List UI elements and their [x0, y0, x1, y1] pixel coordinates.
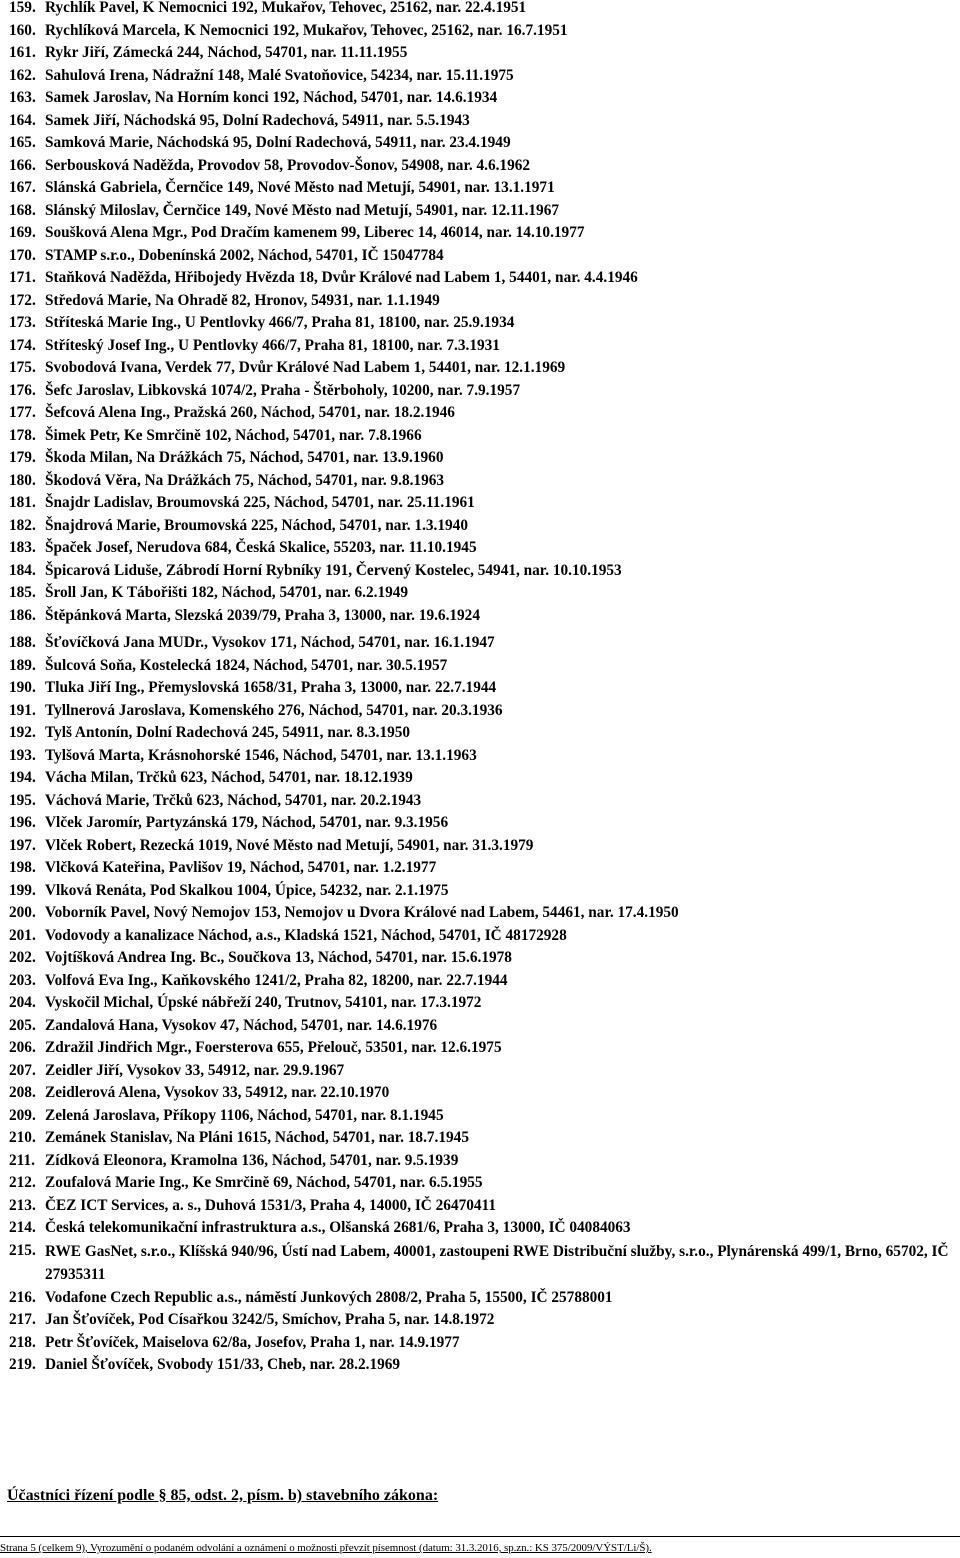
item-number: 191. — [9, 701, 36, 719]
item-number: 213. — [9, 1196, 36, 1214]
item-text: Zídková Eleonora, Kramolna 136, Náchod, 54701, nar. 9.5.1939 — [45, 1151, 459, 1169]
list-item — [0, 655, 960, 678]
item-number: 204. — [9, 994, 36, 1011]
item-number: 188. — [9, 634, 36, 651]
list-item — [0, 1082, 960, 1105]
list-item — [0, 560, 960, 583]
item-number: 194. — [9, 769, 36, 786]
item-text: Šnajdrová Marie, Broumovská 225, Náchod, 54701, nar. 1.3.1940 — [45, 516, 468, 534]
list-item — [0, 380, 960, 403]
list-item — [0, 700, 960, 723]
item-text: Vojtíšková Andrea Ing. Bc., Součkova 13, Náchod, 54701, nar. 15.6.1978 — [45, 949, 512, 966]
item-text: Vlčková Kateřina, Pavlišov 19, Náchod, 54701, nar. 1.2.1977 — [45, 859, 437, 876]
item-number: 203. — [9, 971, 36, 989]
item-number: 183. — [9, 539, 36, 556]
item-text: Volfová Eva Ing., Kaňkovského 1241/2, Praha 82, 18200, nar. 22.7.1944 — [45, 971, 508, 989]
list-item — [0, 1037, 960, 1060]
item-number: 198. — [9, 859, 36, 876]
item-text: Vlček Robert, Rezecká 1019, Nové Město nad Metují, 54901, nar. 31.3.1979 — [45, 836, 534, 854]
item-number: 186. — [9, 606, 36, 624]
item-number: 219. — [9, 1356, 36, 1373]
item-text: Zdražil Jindřich Mgr., Foersterova 655, Přelouč, 53501, nar. 12.6.1975 — [45, 1039, 502, 1056]
item-text: Škoda Milan, Na Drážkách 75, Náchod, 54701, nar. 13.9.1960 — [45, 449, 444, 466]
item-text: Slánská Gabriela, Černčice 149, Nové Město nad Metují, 54901, nar. 13.1.1971 — [45, 179, 555, 196]
list-item — [0, 1015, 960, 1038]
list-item — [0, 1127, 960, 1150]
item-number: 180. — [9, 471, 36, 489]
list-item — [0, 447, 960, 470]
list-item — [0, 42, 960, 65]
item-text: Samková Marie, Náchodská 95, Dolní Radechová, 54911, nar. 23.4.1949 — [45, 134, 511, 151]
item-text: Šťovíčková Jana MUDr., Vysokov 171, Náchod, 54701, nar. 16.1.1947 — [45, 634, 495, 651]
item-number: 160. — [9, 21, 36, 39]
list-item — [0, 767, 960, 790]
item-number: 196. — [9, 814, 36, 831]
item-number: 163. — [9, 89, 36, 106]
item-text: Serbousková Naděžda, Provodov 58, Provodov-Šonov, 54908, nar. 4.6.1962 — [45, 156, 531, 174]
item-number: 159. — [9, 0, 36, 16]
item-number: 189. — [9, 656, 36, 674]
list-item — [0, 537, 960, 560]
item-number: 202. — [9, 949, 36, 966]
list-item — [0, 290, 960, 313]
item-text: Rykr Jiří, Zámecká 244, Náchod, 54701, nar. 11.11.1955 — [45, 44, 408, 61]
item-number: 162. — [9, 66, 36, 84]
list-item — [0, 312, 960, 335]
item-text: Vyskočil Michal, Úpské nábřeží 240, Trutnov, 54101, nar. 17.3.1972 — [45, 994, 482, 1011]
list-item — [0, 992, 960, 1015]
item-text: Středová Marie, Na Ohradě 82, Hronov, 54931, nar. 1.1.1949 — [45, 291, 440, 309]
item-number: 199. — [9, 881, 36, 899]
item-text: Rychlík Pavel, K Nemocnici 192, Mukařov, Tehovec, 25162, nar. 22.4.1951 — [45, 0, 527, 16]
item-text: Soušková Alena Mgr., Pod Dračím kamenem 99, Liberec 14, 46014, nar. 14.10.1977 — [45, 224, 585, 241]
list-item — [0, 1217, 960, 1240]
item-number: 182. — [9, 516, 36, 534]
item-text: Petr Šťovíček, Maiselova 62/8a, Josefov, Praha 1, nar. 14.9.1977 — [45, 1333, 460, 1351]
list-item — [0, 245, 960, 268]
list-item — [0, 947, 960, 970]
item-number: 166. — [9, 156, 36, 174]
list-item — [0, 722, 960, 745]
item-text: Špicarová Liduše, Zábrodí Horní Rybníky 191, Červený Kostelec, 54941, nar. 10.10.1953 — [45, 561, 622, 579]
item-number: 208. — [9, 1084, 36, 1101]
item-text: Špaček Josef, Nerudova 684, Česká Skalice, 55203, nar. 11.10.1945 — [45, 539, 477, 556]
item-number: 168. — [9, 201, 36, 219]
item-number: 193. — [9, 746, 36, 764]
list-item — [0, 745, 960, 768]
item-number: 179. — [9, 449, 36, 466]
item-text: Šefc Jaroslav, Libkovská 1074/2, Praha - Štěrboholy, 10200, nar. 7.9.1957 — [45, 381, 521, 399]
item-number: 184. — [9, 561, 36, 579]
item-number: 216. — [9, 1288, 36, 1306]
list-item — [0, 835, 960, 858]
item-text: Samek Jiří, Náchodská 95, Dolní Radechová, 54911, nar. 5.5.1943 — [45, 111, 470, 129]
list-item — [0, 1195, 960, 1218]
item-text: Vodafone Czech Republic a.s., náměstí Junkových 2808/2, Praha 5, 15500, IČ 25788001 — [45, 1288, 613, 1306]
item-number: 201. — [9, 926, 36, 944]
footer-text: Strana 5 (celkem 9), Vyrozumění o podaném odvolání a oznámení o možnosti převzít písemnost (datum: 31.3.2016, sp.zn.: KS 375/2009/VÝST/Li/Š). — [0, 1542, 652, 1554]
item-text: Vlček Jaromír, Partyzánská 179, Náchod, 54701, nar. 9.3.1956 — [45, 814, 449, 831]
item-text: Šroll Jan, K Tábořišti 182, Náchod, 54701, nar. 6.2.1949 — [45, 584, 409, 601]
list-item — [0, 65, 960, 88]
item-text: Zoufalová Marie Ing., Ke Smrčině 69, Náchod, 54701, nar. 6.5.1955 — [45, 1174, 483, 1191]
list-item — [0, 335, 960, 358]
item-text: Slánský Miloslav, Černčice 149, Nové Město nad Metují, 54901, nar. 12.11.1967 — [45, 201, 559, 219]
item-number: 171. — [9, 269, 36, 286]
list-item — [0, 1309, 960, 1332]
item-text: Sahulová Irena, Nádražní 148, Malé Svatoňovice, 54234, nar. 15.11.1975 — [45, 66, 514, 84]
item-text: Svobodová Ivana, Verdek 77, Dvůr Králové Nad Labem 1, 54401, nar. 12.1.1969 — [45, 359, 566, 376]
list-item — [0, 87, 960, 110]
list-item — [0, 492, 960, 515]
list-item — [0, 880, 960, 903]
item-text: Daniel Šťovíček, Svobody 151/33, Cheb, nar. 28.2.1969 — [45, 1356, 401, 1373]
list-item — [0, 970, 960, 993]
list-item — [0, 790, 960, 813]
item-number: 210. — [9, 1129, 36, 1146]
list-item — [0, 177, 960, 200]
page-footer — [0, 1536, 960, 1554]
item-text: Šefcová Alena Ing., Pražská 260, Náchod, 54701, nar. 18.2.1946 — [45, 404, 455, 421]
item-text: Staňková Naděžda, Hřibojedy Hvězda 18, Dvůr Králové nad Labem 1, 54401, nar. 4.4.1946 — [45, 269, 638, 286]
item-text: Jan Šťovíček, Pod Císařkou 3242/5, Smíchov, Praha 5, nar. 14.8.1972 — [45, 1311, 495, 1328]
item-number: 170. — [9, 246, 36, 264]
list-item — [0, 1105, 960, 1128]
item-text: Voborník Pavel, Nový Nemojov 153, Nemojov u Dvora Králové nad Labem, 54461, nar. 17.4.1950 — [45, 904, 679, 921]
item-text: Stříteský Josef Ing., U Pentlovky 466/7, Praha 81, 18100, nar. 7.3.1931 — [45, 336, 500, 354]
list-item — [0, 200, 960, 223]
item-text: Vodovody a kanalizace Náchod, a.s., Kladská 1521, Náchod, 54701, IČ 48172928 — [45, 926, 567, 944]
item-text: Zelená Jaroslava, Příkopy 1106, Náchod, 54701, nar. 8.1.1945 — [45, 1106, 444, 1124]
item-text: Rychlíková Marcela, K Nemocnici 192, Mukařov, Tehovec, 25162, nar. 16.7.1951 — [45, 21, 568, 39]
list-item — [0, 857, 960, 880]
item-text: STAMP s.r.o., Dobenínská 2002, Náchod, 54701, IČ 15047784 — [45, 246, 444, 264]
item-number: 178. — [9, 426, 36, 444]
item-text: ČEZ ICT Services, a. s., Duhová 1531/3, Praha 4, 14000, IČ 26470411 — [45, 1196, 497, 1214]
item-text: Tyllnerová Jaroslava, Komenského 276, Náchod, 54701, nar. 20.3.1936 — [45, 701, 503, 719]
list-item — [0, 1354, 960, 1377]
item-number: 181. — [9, 494, 36, 511]
item-number: 195. — [9, 791, 36, 809]
item-text: Škodová Věra, Na Drážkách 75, Náchod, 54701, nar. 9.8.1963 — [45, 471, 445, 489]
list-item — [0, 1172, 960, 1195]
item-number: 173. — [9, 314, 36, 331]
item-number: 212. — [9, 1174, 36, 1191]
item-number: 215. — [9, 1241, 36, 1259]
item-number: 218. — [9, 1333, 36, 1351]
list-item — [0, 357, 960, 380]
list-item — [0, 902, 960, 925]
item-text: Česká telekomunikační infrastruktura a.s., Olšanská 2681/6, Praha 3, 13000, IČ 04084063 — [45, 1219, 631, 1236]
item-text: Zeidler Jiří, Vysokov 33, 54912, nar. 29.9.1967 — [45, 1061, 345, 1079]
list-item — [0, 132, 960, 155]
list-item — [0, 1060, 960, 1083]
item-number: 177. — [9, 404, 36, 421]
list-item — [0, 515, 960, 538]
list-item — [0, 425, 960, 448]
list-item — [0, 925, 960, 948]
list-item — [0, 1287, 960, 1310]
item-text: Štěpánková Marta, Slezská 2039/79, Praha 3, 13000, nar. 19.6.1924 — [45, 606, 480, 624]
item-text: Šimek Petr, Ke Smrčině 102, Náchod, 54701, nar. 7.8.1966 — [45, 426, 422, 444]
list-item — [0, 402, 960, 425]
item-number: 214. — [9, 1219, 36, 1236]
list-item — [0, 1150, 960, 1173]
item-text: Šulcová Soňa, Kostelecká 1824, Náchod, 54701, nar. 30.5.1957 — [45, 656, 448, 674]
list-item — [0, 155, 960, 178]
item-number: 209. — [9, 1106, 36, 1124]
item-number: 197. — [9, 836, 36, 854]
item-number: 175. — [9, 359, 36, 376]
item-text: Zandalová Hana, Vysokov 47, Náchod, 54701, nar. 14.6.1976 — [45, 1016, 438, 1034]
list-item — [0, 222, 960, 245]
list-item — [0, 605, 960, 628]
item-number: 190. — [9, 679, 36, 696]
item-text: Zemánek Stanislav, Na Pláni 1615, Náchod, 54701, nar. 18.7.1945 — [45, 1129, 469, 1146]
item-text: Tylšová Marta, Krásnohorské 1546, Náchod, 54701, nar. 13.1.1963 — [45, 746, 477, 764]
item-text: Váchová Marie, Trčků 623, Náchod, 54701, nar. 20.2.1943 — [45, 791, 422, 809]
item-number: 217. — [9, 1311, 36, 1328]
list-item — [0, 1240, 960, 1286]
item-text: Tluka Jiří Ing., Přemyslovská 1658/31, Praha 3, 13000, nar. 22.7.1944 — [45, 679, 497, 696]
list-item — [0, 0, 960, 20]
item-number: 185. — [9, 584, 36, 601]
item-text: Zeidlerová Alena, Vysokov 33, 54912, nar. 22.10.1970 — [45, 1084, 390, 1101]
list-item — [0, 267, 960, 290]
list-item — [0, 632, 960, 655]
section-heading: Účastníci řízení podle § 85, odst. 2, písm. b) stavebního zákona: — [7, 1487, 439, 1504]
item-text: RWE GasNet, s.r.o., Klíšská 940/96, Ústí nad Labem, 40001, zastoupeni RWE Distribuční služby, s.r.o., Plynárenská 499/1, Brno, 65702, IČ 27935311 — [45, 1242, 949, 1283]
item-number: 206. — [9, 1039, 36, 1056]
list-item — [0, 677, 960, 700]
item-number: 192. — [9, 724, 36, 741]
item-number: 169. — [9, 224, 36, 241]
list-item — [0, 110, 960, 133]
list-item — [0, 582, 960, 605]
item-text: Vlková Renáta, Pod Skalkou 1004, Úpice, 54232, nar. 2.1.1975 — [45, 881, 449, 899]
list-item — [0, 20, 960, 43]
list-item — [0, 812, 960, 835]
list-item — [0, 1332, 960, 1355]
item-number: 165. — [9, 134, 36, 151]
item-number: 176. — [9, 381, 36, 399]
item-number: 167. — [9, 179, 36, 196]
item-number: 200. — [9, 904, 36, 921]
item-number: 207. — [9, 1061, 36, 1079]
item-number: 164. — [9, 111, 36, 129]
item-number: 161. — [9, 44, 36, 61]
item-text: Stříteská Marie Ing., U Pentlovky 466/7, Praha 81, 18100, nar. 25.9.1934 — [45, 314, 515, 331]
item-text: Tylš Antonín, Dolní Radechová 245, 54911, nar. 8.3.1950 — [45, 724, 411, 741]
list-item — [0, 470, 960, 493]
item-number: 211. — [9, 1151, 35, 1169]
item-text: Šnajdr Ladislav, Broumovská 225, Náchod, 54701, nar. 25.11.1961 — [45, 494, 475, 511]
item-text: Samek Jaroslav, Na Horním konci 192, Náchod, 54701, nar. 14.6.1934 — [45, 89, 498, 106]
item-text: Vácha Milan, Trčků 623, Náchod, 54701, nar. 18.12.1939 — [45, 769, 413, 786]
item-number: 205. — [9, 1016, 36, 1034]
item-number: 174. — [9, 336, 36, 354]
item-number: 172. — [9, 291, 36, 309]
